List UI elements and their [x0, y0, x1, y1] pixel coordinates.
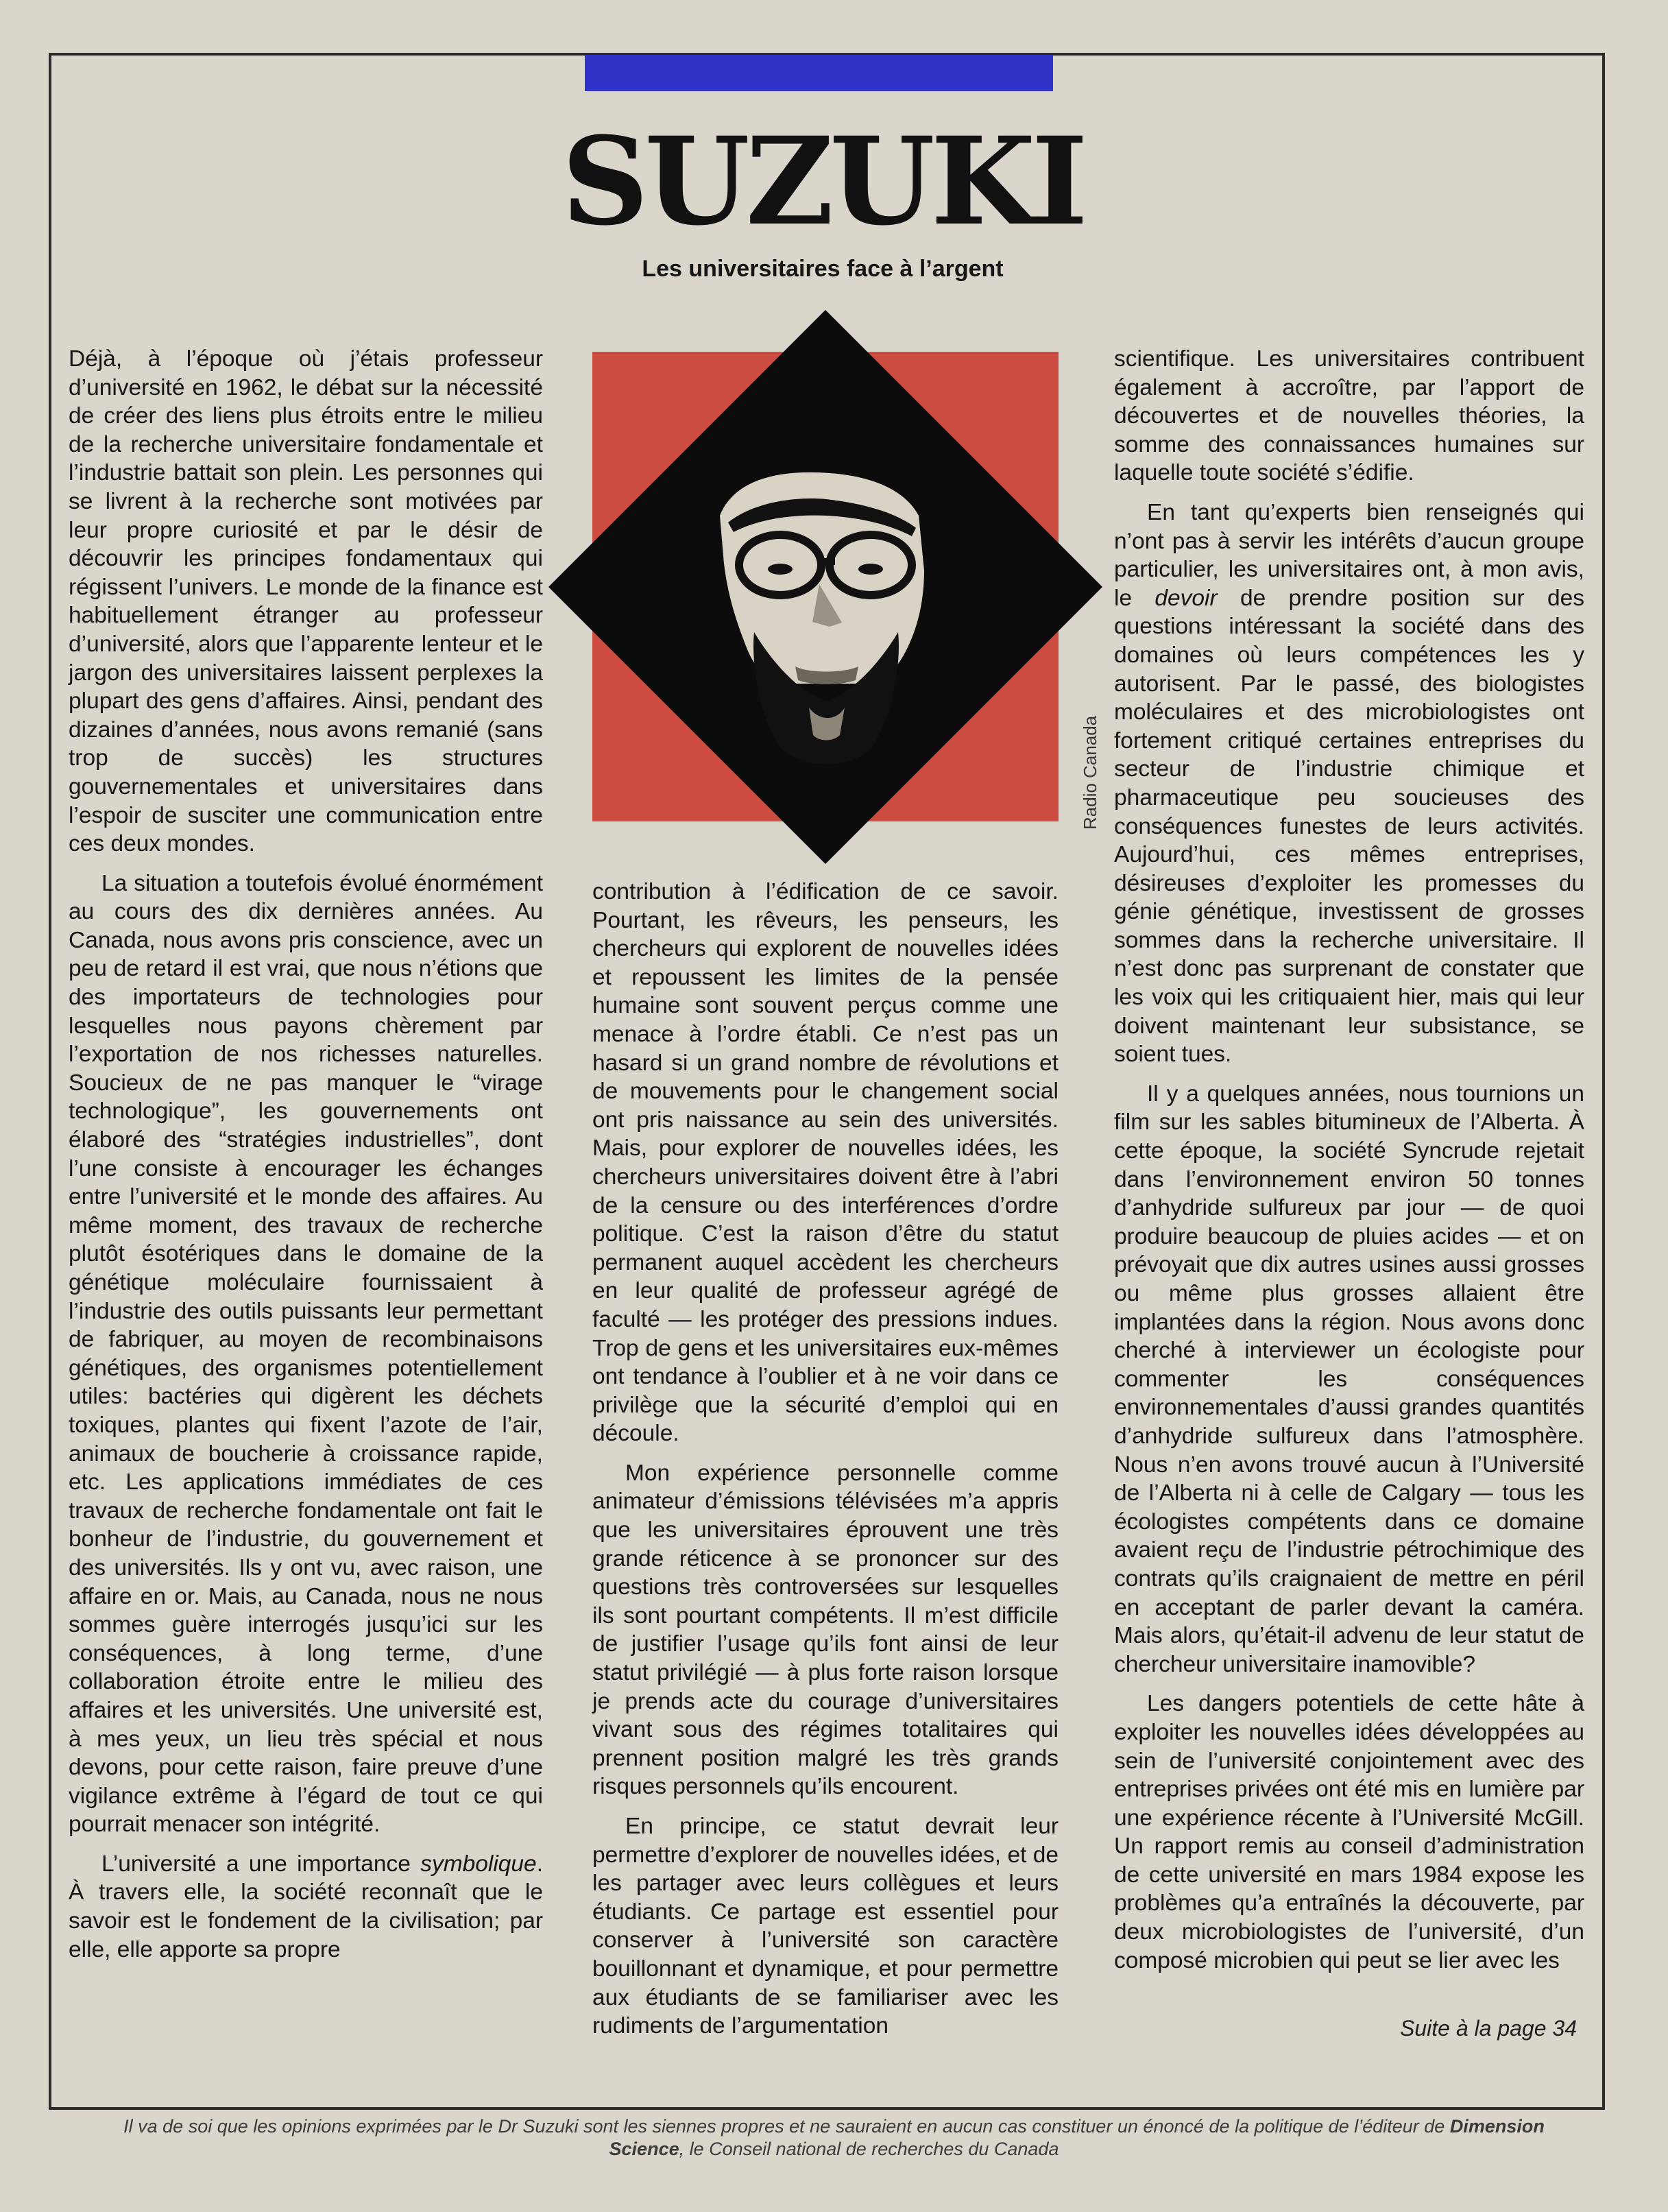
article-column-1 [69, 345, 543, 1964]
paragraph: En principe, ce statut devrait leur permettre d’explorer de nouvelles idées, et de les partager avec leurs collègues et leurs étudiants. Ce partage est essentiel pour conserver à l’université son caractère bouillonnant et dynamique, et pour permettre aux étudiants de se familiariser avec les rudiments de l’argumentation [592, 1814, 1059, 2039]
footer-disclaimer [110, 2115, 1558, 2161]
continued-note: Suite à la page 34 [1400, 2016, 1577, 2041]
emphasis-text: symbolique [420, 1851, 537, 1877]
paragraph: La situation a toutefois évolué énormément au cours des dix dernières années. Au Canada, nous avons pris conscience, avec un peu de retard il est vrai, que nous n’étions que des importateurs de technologies pour lesquelles nous payons chèrement par l’exportation de nos richesses naturelles. Soucieux de ne pas manquer le “virage technologique”, les gouvernements ont élaboré des “stratégies industrielles”, dont l’une consiste à encourager les échanges entre l’université et le monde des affaires. Au même moment, des travaux de recherche plutôt ésotériques dans le domaine de la génétique moléculaire fournissaient à l’industrie des outils puissants leur permettant de fabriquer, au moyen de recombinaisons génétiques, des organismes potentiellement utiles: bactéries qui digèrent les déchets toxiques, plantes qui fixent l’azote de l’air, animaux de boucherie à croissance rapide, etc. Les applications immédiates de ces travaux de recherche fondamentale ont fait le bonheur de l’industrie, du gouvernement et des universités. Ils y ont vu, avec raison, une affaire en or. Mais, au Canada, nous ne nous sommes guère interrogés jusqu’ici sur les conséquences, à long terme, d’une collaboration étroite entre le milieu des affaires et les universités. Une université est, à mes yeux, un lieu très spécial et nous devons, pour cette raison, faire preuve d’une vigilance extrême à l’égard de tout ce qui pourrait menacer son intégrité. [69, 870, 543, 1838]
article-subtitle: Les universitaires face à l’argent [642, 256, 1004, 282]
paragraph: contribution à l’édification de ce savoir. Pourtant, les rêveurs, les penseurs, les chercheurs qui explorent de nouvelles idées et repoussent les limites de la pensée humaine sont souvent perçus comme une menace à l’ordre établi. Ce n’est pas un hasard si un grand nombre de révolutions et de mouvements pour le changement social ont pris naissance au sein des universités. Mais, pour explorer de nouvelles idées, les chercheurs universitaires doivent être à l’abri de la censure ou des interférences d’ordre politique. C’est la raison d’être du statut permanent auquel accèdent les chercheurs en leur qualité de professeur agrégé de faculté — les protéger des pressions indues. Trop de gens et les universitaires eux-mêmes ont tendance à l’oublier et à ne voir dans ce privilège que la sécurité d’emploi qui en découle. [592, 879, 1059, 1447]
paragraph: Il y a quelques années, nous tournions un film sur les sables bitumineux de l’Alberta. À cette époque, la société Syncrude rejetait dans l’environnement environ 50 tonnes d’anhydride sulfureux par jour — de quoi produire beaucoup de pluies acides — et on prévoyait que dix autres usines aussi grosses ou même plus grosses allaient être implantées dans la région. Nous avons donc cherché à interviewer un écologiste pour commenter les conséquences environnementales d’aussi grandes quantités d’anhydride sulfureux dans l’atmosphère. Nous n’en avons trouvé aucun à l’Université de l’Alberta ni à celle de Calgary — tous les écologistes compétents dans ce domaine avaient reçu de l’industrie pétrochimique des contrats qu’ils craignaient de mettre en péril en acceptant de parler devant la caméra. Mais alors, qu’était-il advenu de leur statut de chercheur universitaire inamovible? [1114, 1081, 1584, 1677]
photo-credit: Radio Canada [1080, 715, 1100, 830]
article-column-3 [1114, 345, 1584, 1975]
text-run: , le Conseil national de recherches du Canada [679, 2139, 1059, 2159]
emphasis-text: devoir [1155, 585, 1218, 611]
portrait-image [548, 310, 1102, 864]
text-run: . À travers elle, la société reconnaît que le savoir est le fondement de la civilisation; par elle, elle apporte sa propre [69, 1851, 543, 1962]
paragraph: Mon expérience personnelle comme animateur d’émissions télévisées m’a appris que les universitaires éprouvent une très grande réticence à se prononcer sur des questions très controversées sur lesquelles ils sont pourtant compétents. Il m’est difficile de justifier l’usage qu’ils font ainsi de leur statut privilégié — à plus forte raison lorsque je prends acte du courage d’universitaires vivant sous des régimes totalitaires qui prennent position malgré les très grands risques personnels qu’ils encourent. [592, 1460, 1059, 1800]
header-accent-bar [585, 55, 1053, 91]
paragraph [69, 1850, 543, 1964]
article-column-2 [592, 878, 1059, 2041]
text-run: L’université a une importance [101, 1851, 421, 1877]
paragraph [1114, 498, 1584, 1069]
text-run: Il va de soi que les opinions exprimées par le Dr Suzuki sont les siennes propres et ne sauraient en aucun cas constituer un énoncé de la politique de l’éditeur de [123, 2116, 1450, 2137]
text-run: En tant qu’experts bien renseignés qui n’ont pas à servir les intérêts d’aucun groupe particulier, les universitaires ont, à mon avis, le [1114, 499, 1584, 611]
text-run: de prendre position sur des questions intéressant la société dans des domaines où leurs compétences les y autorisent. Par le passé, des biologistes moléculaires et des microbiologistes ont fortement critiqué certaines entreprises du secteur de l’industrie chimique et pharmaceutique peu soucieuses des conséquences funestes de leurs activités. Aujourd’hui, ces mêmes entreprises, désireuses d’exploiter les promesses du génie génétique, investissent de grosses sommes dans la recherche universitaire. Il n’est donc pas surprenant de constater que les voix qui les critiquaient hier, mais qui leur doivent maintenant leur subsistance, se soient tues. [1114, 585, 1584, 1068]
paragraph: Les dangers potentiels de cette hâte à exploiter les nouvelles idées développées au sein de l’université conjointement avec des entreprises privées ont été mis en lumière par une expérience récente à l’Université McGill. Un rapport remis au conseil d’administration de cette université en mars 1984 expose les problèmes qu’a entraînés la découverte, par deux microbiologistes de l’université, d’un composé microbien qui peut se lier avec les [1114, 1691, 1584, 1973]
publication-name: Dimension Science [609, 2116, 1545, 2159]
paragraph: Déjà, à l’époque où j’étais professeur d’université en 1962, le débat sur la nécessité de créer des liens plus étroits entre le milieu de la recherche universitaire fondamentale et l’industrie battait son plein. Les personnes qui se livrent à la recherche sont motivées par leur propre curiosité et par le désir de découvrir les principes fondamentaux qui régissent l’univers. Le monde de la finance est habituellement étranger au professeur d’université, alors que l’apparente lenteur et le jargon des universitaires laissent perplexes la plupart des gens d’affaires. Ainsi, pendant des dizaines d’années, nous avons remanié (sans trop de succès) les structures gouvernementales et universitaires dans l’espoir de susciter une communication entre ces deux mondes. [69, 346, 543, 857]
article-title: SUZUKI [561, 110, 1084, 252]
paragraph: scientifique. Les universitaires contribuent également à accroître, par l’apport de découvertes et de nouvelles théories, la somme des connaissances humaines sur laquelle toute société s’édifie. [1114, 346, 1584, 486]
